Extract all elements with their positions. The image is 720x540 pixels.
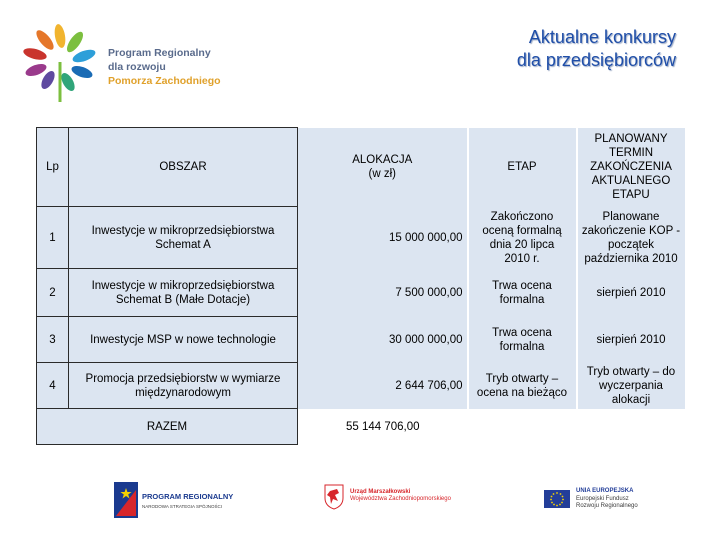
row-obszar-line-1: Inwestycje w mikroprzedsiębiorstwa	[91, 224, 275, 237]
row-etap-line-2: formalna	[499, 340, 545, 353]
program-regionalny-text	[108, 46, 221, 88]
header-planowany	[577, 128, 685, 207]
row-etap	[468, 207, 577, 269]
row-etap-line-3: dnia 20 lipca	[489, 238, 555, 251]
total-blank	[577, 409, 685, 445]
row-planowany	[577, 363, 685, 409]
row-etap-line-1: Trwa ocena	[492, 326, 552, 339]
row-obszar-line-1: Promocja przedsiębiorstw w wymiarze	[85, 372, 281, 385]
row-etap-line-2: ocena na bieżąco	[476, 386, 568, 399]
header-planowany-line-4: AKTUALNEGO	[591, 175, 671, 187]
row-alokacja: 7 500 000,00	[298, 269, 468, 317]
header-lp: Lp	[37, 128, 69, 207]
row-etap-line-2: oceną formalną	[482, 224, 562, 237]
row-plan-line-1: Planowane	[602, 210, 660, 223]
brand-line-1: Program Regionalny	[108, 47, 211, 59]
slide-title-line-2: dla przedsiębiorców	[516, 50, 676, 70]
footer-program-line-2: NARODOWA STRATEGIA SPÓJNOŚCI	[142, 504, 223, 509]
row-etap-line-2: formalna	[499, 293, 545, 306]
footer-ue-line-3: Rozwoju Regionalnego	[576, 503, 638, 509]
header-planowany-line-2: TERMIN	[608, 147, 654, 159]
row-lp: 1	[37, 207, 69, 269]
row-obszar: Inwestycje MSP w nowe technologie	[69, 317, 298, 363]
row-lp: 3	[37, 317, 69, 363]
footer-urzad-marszalkowski	[324, 480, 458, 520]
table-row	[37, 207, 685, 269]
nss-flag-icon	[114, 482, 138, 518]
competitions-table	[36, 127, 685, 445]
row-planowany: sierpień 2010	[577, 317, 685, 363]
total-blank	[468, 409, 577, 445]
row-obszar	[69, 269, 298, 317]
row-plan-line-4: października 2010	[584, 252, 678, 265]
row-alokacja: 15 000 000,00	[298, 207, 468, 269]
slide-title-line-1: Aktualne konkursy	[528, 27, 676, 47]
row-obszar-line-1: Inwestycje w mikroprzedsiębiorstwa	[91, 279, 275, 292]
brand-line-2: dla rozwoju	[108, 61, 166, 73]
footer-urzad-line-2: Województwa Zachodniopomorskiego	[350, 496, 451, 502]
row-etap	[468, 269, 577, 317]
slide-title	[517, 26, 676, 72]
footer-program-line-1: PROGRAM REGIONALNY	[142, 492, 234, 501]
row-etap	[468, 317, 577, 363]
row-plan-line-2: wyczerpania alokacji	[599, 379, 663, 406]
program-regionalny-logo	[20, 22, 100, 104]
row-obszar-line-2: międzynarodowym	[135, 386, 231, 399]
header-planowany-line-3: ZAKOŃCZENIA	[590, 161, 672, 173]
header-planowany-line-5: ETAPU	[612, 189, 650, 201]
total-value: 55 144 706,00	[298, 409, 468, 445]
row-etap-line-1: Tryb otwarty –	[485, 372, 559, 385]
row-plan-line-1: Tryb otwarty – do	[586, 365, 676, 378]
row-lp: 4	[37, 363, 69, 409]
footer-ue-line-2: Europejski Fundusz	[576, 496, 629, 502]
table-row	[37, 363, 685, 409]
row-obszar	[69, 363, 298, 409]
header-obszar: OBSZAR	[69, 128, 298, 207]
total-label: RAZEM	[37, 409, 298, 445]
row-obszar	[69, 207, 298, 269]
eu-flag-icon	[544, 490, 570, 508]
total-row	[37, 409, 685, 445]
header-planowany-line-1: PLANOWANY	[594, 133, 668, 145]
footer-urzad-line-1: Urząd Marszałkowski	[350, 489, 411, 495]
row-etap-line-1: Trwa ocena	[492, 279, 552, 292]
row-obszar-line-2: Schemat A	[155, 238, 211, 251]
row-planowany	[577, 207, 685, 269]
footer-ue-line-1: UNIA EUROPEJSKA	[576, 488, 634, 494]
row-etap-line-1: Zakończono	[490, 210, 554, 223]
row-etap	[468, 363, 577, 409]
row-lp: 2	[37, 269, 69, 317]
gryf-crest-icon	[324, 484, 344, 510]
table-header-row	[37, 128, 685, 207]
footer-program-regionalny	[114, 480, 236, 520]
row-obszar-line-2: Schemat B (Małe Dotacje)	[115, 293, 251, 306]
header-alokacja-line-1: ALOKACJA	[352, 154, 413, 166]
row-alokacja: 2 644 706,00	[298, 363, 468, 409]
row-plan-line-2: zakończenie KOP -	[581, 224, 681, 237]
row-etap-line-4: 2010 r.	[504, 252, 540, 265]
header-etap: ETAP	[468, 128, 577, 207]
header-alokacja	[298, 128, 468, 207]
row-planowany: sierpień 2010	[577, 269, 685, 317]
row-alokacja: 30 000 000,00	[298, 317, 468, 363]
table-row	[37, 269, 685, 317]
table-row	[37, 317, 685, 363]
header-alokacja-line-2: (w zł)	[368, 168, 396, 180]
brand-line-3: Pomorza Zachodniego	[108, 75, 221, 87]
row-plan-line-3: początek	[607, 238, 655, 251]
footer-unia-europejska	[544, 480, 680, 520]
